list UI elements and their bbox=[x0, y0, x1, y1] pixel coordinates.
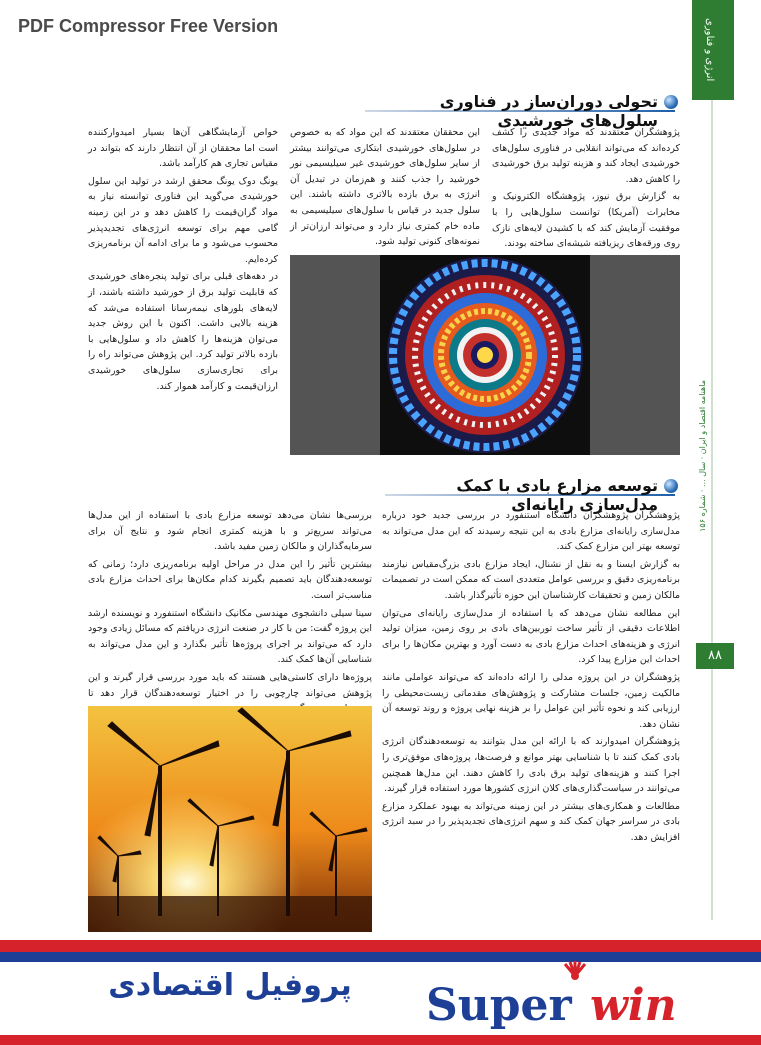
section1-col-right bbox=[492, 125, 680, 254]
section2-col-right bbox=[382, 508, 680, 933]
watermark-text: PDF Compressor Free Version bbox=[18, 16, 279, 36]
section1-col-left bbox=[88, 125, 278, 455]
section-side-tab bbox=[692, 0, 734, 100]
logo-brand-red: win bbox=[590, 980, 677, 1031]
paragraph: یونگ دوک یونگ محقق ارشد در تولید این سلول خورشیدی می‌گوید این فناوری توانسته نیاز به مواد گران‌قیمت را کاهش دهد و در این زمینه گامی مهم برای توسعه انرژی‌های تجدیدپذیر محسوب می‌شود و ما برای ادامه آن برنامه‌ریزی کرده‌ایم. bbox=[88, 175, 278, 265]
paragraph: پروژه‌ها دارای کاستی‌هایی هستند که باید مورد بررسی قرار گیرند و این پژوهش می‌تواند چارچوبی را در اختیار توسعه‌دهندگان قرار دهد تا bbox=[88, 671, 372, 699]
paragraph: در دهه‌های قبلی برای تولید پنجره‌های خورشیدی که قابلیت تولید برق از خورشید داشته باشند، از لایه‌های بلورهای نیمه‌رسانا استفاده می‌شد که هزینه بالایی داشت. اکنون با این روش جدید می‌توان هزینه‌ها را کاهش داد و سلول‌هایی با بازده بالاتر تولید کرد. این پژوهش می‌تواند راه را برای تجاری‌سازی سلول‌های خورشیدی ارزان‌قیمت و کارآمد هموار کند. bbox=[88, 271, 278, 392]
section1-title: تحولی دوران‌ساز در فناوری سلول‌های خورشیدی bbox=[439, 92, 658, 130]
page-number: ۸۸ bbox=[696, 643, 734, 669]
paragraph: پژوهشگران معتقدند که مواد جدیدی را کشف کرده‌اند که می‌تواند انقلابی در فناوری سلول‌های خورشیدی ایجاد کند و هزینه تولید برق خورشیدی را کاهش دهد. bbox=[492, 127, 680, 185]
section2-title: توسعه مزارع بادی با کمک مدل‌سازی رایانه‌ای bbox=[456, 476, 658, 514]
paragraph: به گزارش برق نیوز، پژوهشگاه الکترونیک و مخابرات (آمریکا) توانست سلول‌هایی را با موفقیت آزمایش کند که با کشیدن لایه‌های نازک روی ورقه‌های ریزیافته شیشه‌ای ساخته بودند. bbox=[492, 191, 680, 250]
paragraph: به گزارش ایسنا و به نقل از نشنال، ایجاد مزارع بادی بزرگ‌مقیاس نیازمند برنامه‌ریزی دقیق و بررسی عوامل متعددی است که ممکن است در تصمیمات مالکان زمین و تحقیقات کارشناسان این حوزه تأثیرگذار باشد. bbox=[382, 558, 680, 601]
paragraph: این مطالعه نشان می‌دهد که با استفاده از مدل‌سازی رایانه‌ای می‌توان اطلاعات دقیقی از تأثیر ساخت توربین‌های بادی بر روی زمین، میزان تولید انرژی و هزینه‌های احداث مزارع بادی به دست آورد و بهترین مکان‌ها را برای احداث این مزارع پیدا کرد. bbox=[382, 607, 680, 666]
paragraph: پژوهشگران امیدوارند که با ارائه این مدل بتوانند به توسعه‌دهندگان انرژی بادی کمک کنند تا با شناسایی بهتر موانع و فرصت‌ها، پروژه‌های موفق‌تری را اجرا کنند و هزینه‌های تولید برق بادی را کاهش دهند. این مدل‌ها همچنین می‌توانند در سیاست‌گذاری‌های کلان انرژی کشورها مورد استفاده قرار گیرند. bbox=[382, 736, 680, 795]
paragraph: پژوهشگران پژوهشگران دانشگاه استنفورد در بررسی جدید خود درباره مدل‌سازی رایانه‌ای مزارع بادی به این نتیجه رسیدند که این مدل می‌تواند به توسعه بهتر این مزارع کمک کند. bbox=[382, 510, 680, 553]
superwin-logo bbox=[420, 958, 720, 1030]
section-side-tab-label: انرژی و فناوری bbox=[704, 18, 715, 82]
bullet-icon bbox=[664, 95, 678, 109]
paragraph: مطالعات و همکاری‌های بیشتر در این زمینه می‌تواند به بهبود عملکرد مزارع بادی در سراسر جهان کمک کند و سهم انرژی‌های تجدیدپذیر را در سبد انرژی افزایش دهد. bbox=[382, 800, 680, 843]
section1-col-middle bbox=[290, 125, 480, 248]
footer-bottom-red-band bbox=[0, 1035, 761, 1045]
side-divider bbox=[711, 100, 713, 920]
footer-red-band bbox=[0, 940, 761, 952]
paragraph: خواص آزمایشگاهی آن‌ها بسیار امیدوارکننده است اما محققان از آن انتظار دارند که بتواند در مقیاس تجاری هم کارآمد باشد. bbox=[88, 127, 278, 170]
paragraph: این محققان معتقدند که این مواد که به خصوص در سلول‌های خورشیدی ابتکاری می‌توانند بیشتر از سایر سلول‌های خورشیدی غیر سیلیسیمی نور خورشید را جذب کنند و هم‌زمان در تبدیل آن انرژی به برق بازده بالاتری داشته باشند. این سلول جدید در قیاس با سلول‌های سیلیسیمی به ماده خام کمتری نیاز دارد و می‌تواند ارزان‌تر از نمونه‌های کنونی تولید شود. bbox=[290, 127, 480, 248]
section2-col-left bbox=[88, 508, 372, 698]
paragraph: پژوهشگران در این پروژه مدلی را ارائه داده‌اند که می‌تواند عواملی مانند مالکیت زمین، جلسات مشارکت و پژوهش‌های مقدماتی زیست‌محیطی را ارزیابی کند و نحوه تأثیر این عوامل را بر هزینه نهایی پروژه و روند توسعه آن نشان دهد. bbox=[382, 671, 680, 730]
logo-brand-blue: Super bbox=[426, 980, 572, 1031]
footer-tagline: پروفیل اقتصادی bbox=[108, 968, 352, 1003]
paragraph: بررسی‌ها نشان می‌دهد توسعه مزارع بادی با استفاده از این مدل‌ها می‌تواند سریع‌تر و با هزینه کمتری انجام شود و نتایج آن برای سرمایه‌گذاران و مالکان زمین مفید باشد. bbox=[88, 510, 372, 553]
paragraph: بیشترین تأثیر را این مدل در مراحل اولیه برنامه‌ریزی دارد؛ زمانی که توسعه‌دهندگان باید تصمیم بگیرند کدام مکان‌ها برای احداث مزارع بادی مناسب‌تر است. bbox=[88, 558, 372, 601]
wind-turbines-image bbox=[88, 706, 372, 932]
paragraph: سینا سیلی دانشجوی مهندسی مکانیک دانشگاه استنفورد و نویسنده ارشد این پروژه گفت: من با کار در صنعت انرژی دریافتم که مسائل زیادی وجود دارد که می‌تواند بر اجرای پروژه‌ها تأثیر بگذارد و این مدل می‌تواند به شناسایی آن‌ها کمک کند. bbox=[88, 607, 372, 666]
bullet-icon bbox=[664, 479, 678, 493]
solar-cell-mandala-image bbox=[290, 255, 680, 455]
issue-info: ماهنامه اقتصاد و ایران · سال ... · شماره ۱۵۶ bbox=[698, 380, 707, 532]
